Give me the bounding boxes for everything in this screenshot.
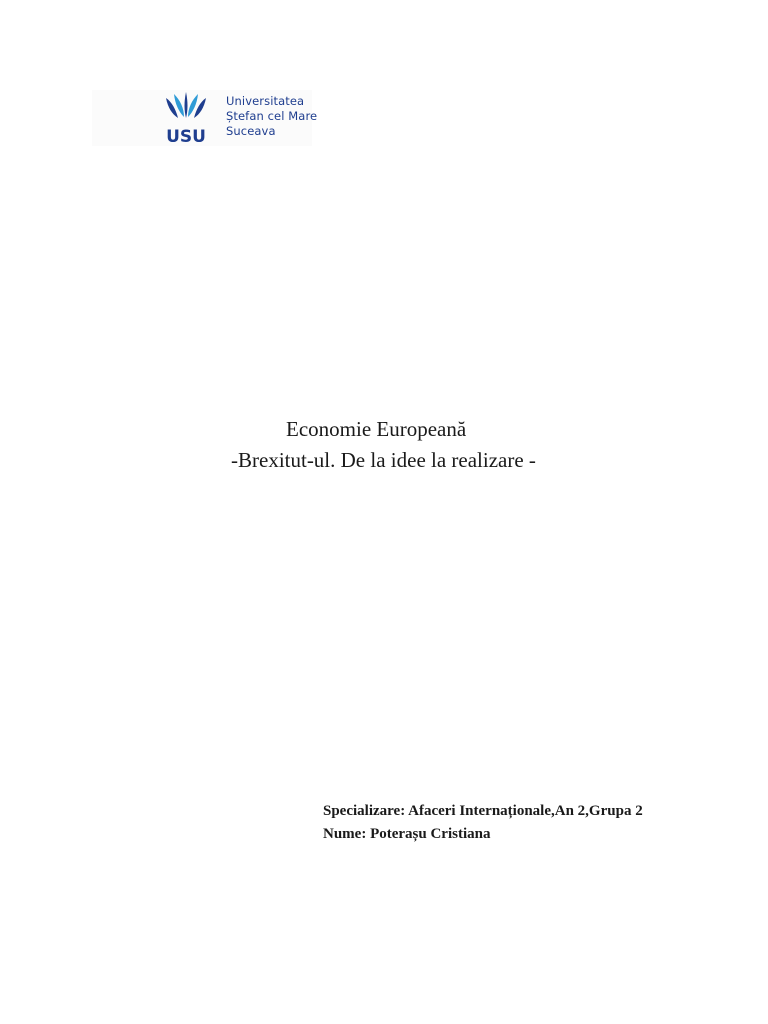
university-name-line-3: Suceava xyxy=(226,124,276,138)
university-name-line-2: Ștefan cel Mare xyxy=(226,109,318,123)
university-name-line-1: Universitatea xyxy=(226,94,305,108)
university-logo xyxy=(92,90,318,146)
author-info xyxy=(323,800,643,846)
usv-emblem-icon xyxy=(162,92,210,146)
university-name xyxy=(226,94,317,139)
paper-topic: -Brexitut-ul. De la idee la realizare - xyxy=(231,448,536,472)
author-name-line: Nume: Poterașu Cristiana xyxy=(323,826,491,842)
course-title: Economie Europeană xyxy=(286,417,467,441)
specialization-line: Specializare: Afaceri Internaționale,An 2,Grupa 2 xyxy=(323,803,643,819)
logo-acronym: USU xyxy=(166,127,206,146)
